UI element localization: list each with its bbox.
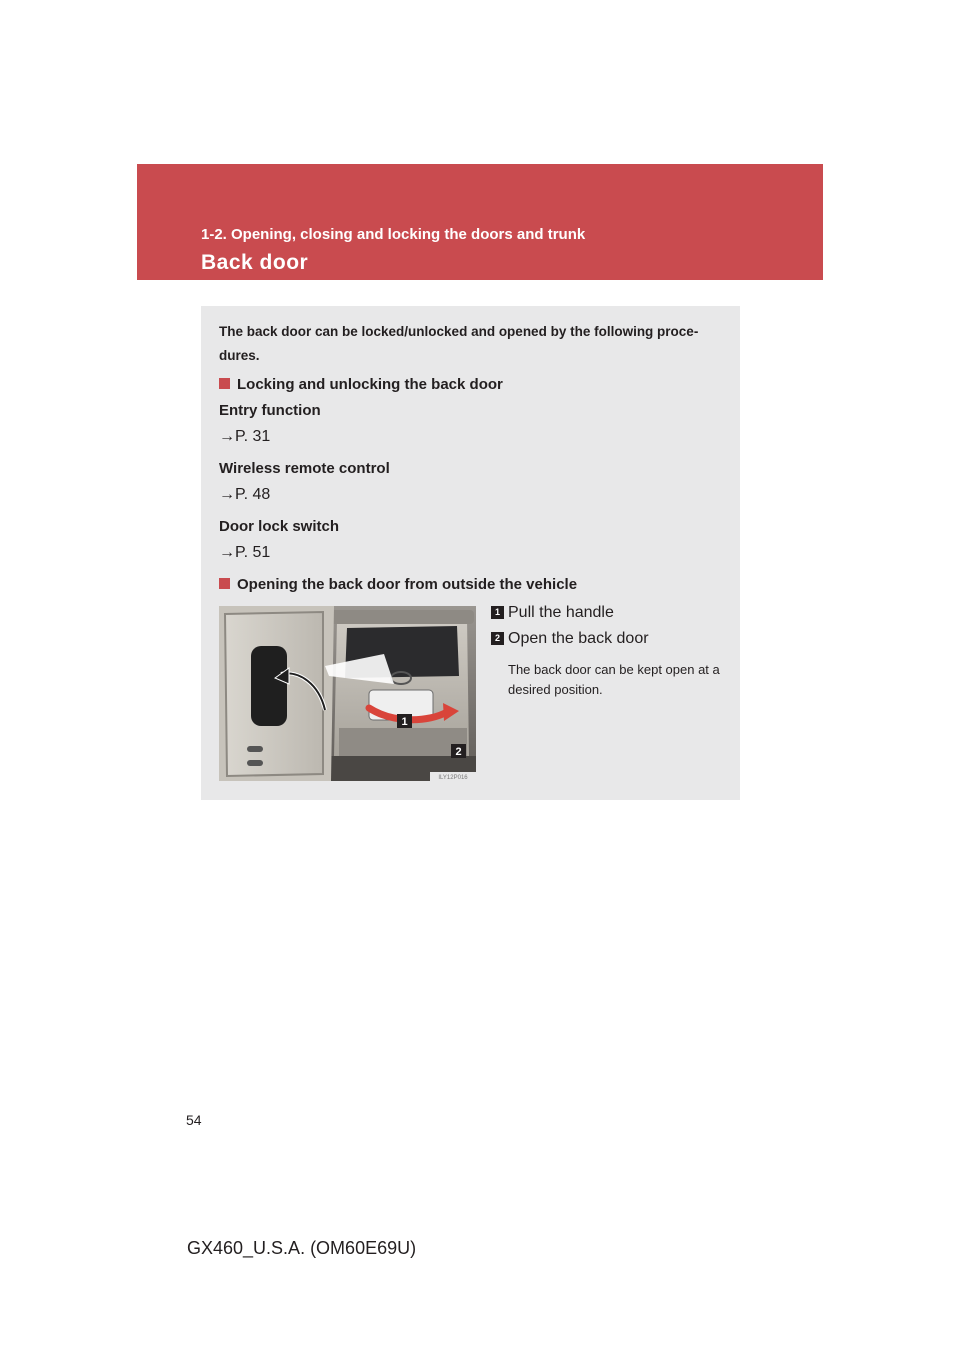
- square-bullet-icon: [219, 378, 230, 389]
- square-bullet-icon: [219, 578, 230, 589]
- item-label-entry-function: Entry function: [219, 402, 321, 419]
- intro-text: The back door can be locked/unlocked and opened by the following proce-dures.: [219, 324, 699, 363]
- step-note: The back door can be kept open at a desired position.: [508, 662, 720, 697]
- open-section-heading: [219, 576, 577, 593]
- section-header: [137, 164, 823, 280]
- item-label-wireless-remote: Wireless remote control: [219, 460, 390, 477]
- page-ref-link[interactable]: →P. 51: [219, 544, 271, 561]
- figure-code: ILY12P016: [438, 775, 468, 781]
- page-ref-link[interactable]: →P. 48: [219, 486, 271, 503]
- step-text: Pull the handle: [508, 604, 614, 621]
- steps-list: [491, 602, 731, 697]
- step-text: Open the back door: [508, 630, 649, 647]
- section-label: 1-2. Opening, closing and locking the doors and trunk: [201, 226, 586, 243]
- lock-section-heading: [219, 376, 503, 393]
- lock-section-heading-text: Locking and unlocking the back door: [237, 376, 503, 393]
- page-number: 54: [186, 1112, 202, 1128]
- page-ref-link[interactable]: →P. 31: [219, 428, 271, 445]
- figure-callout-1: 1: [401, 716, 408, 728]
- open-section-heading-text: Opening the back door from outside the vehicle: [237, 576, 578, 593]
- step-number-badge: 2: [491, 632, 504, 645]
- step-item: [491, 602, 731, 628]
- step-item: [491, 628, 731, 654]
- back-door-illustration: [219, 606, 476, 781]
- item-label-door-lock-switch: Door lock switch: [219, 518, 340, 535]
- document-id: GX460_U.S.A. (OM60E69U): [187, 1238, 417, 1258]
- step-number-badge: 1: [491, 606, 504, 619]
- page-title: Back door: [201, 251, 309, 274]
- content-box: [201, 306, 740, 800]
- figure-callout-2: 2: [455, 746, 462, 758]
